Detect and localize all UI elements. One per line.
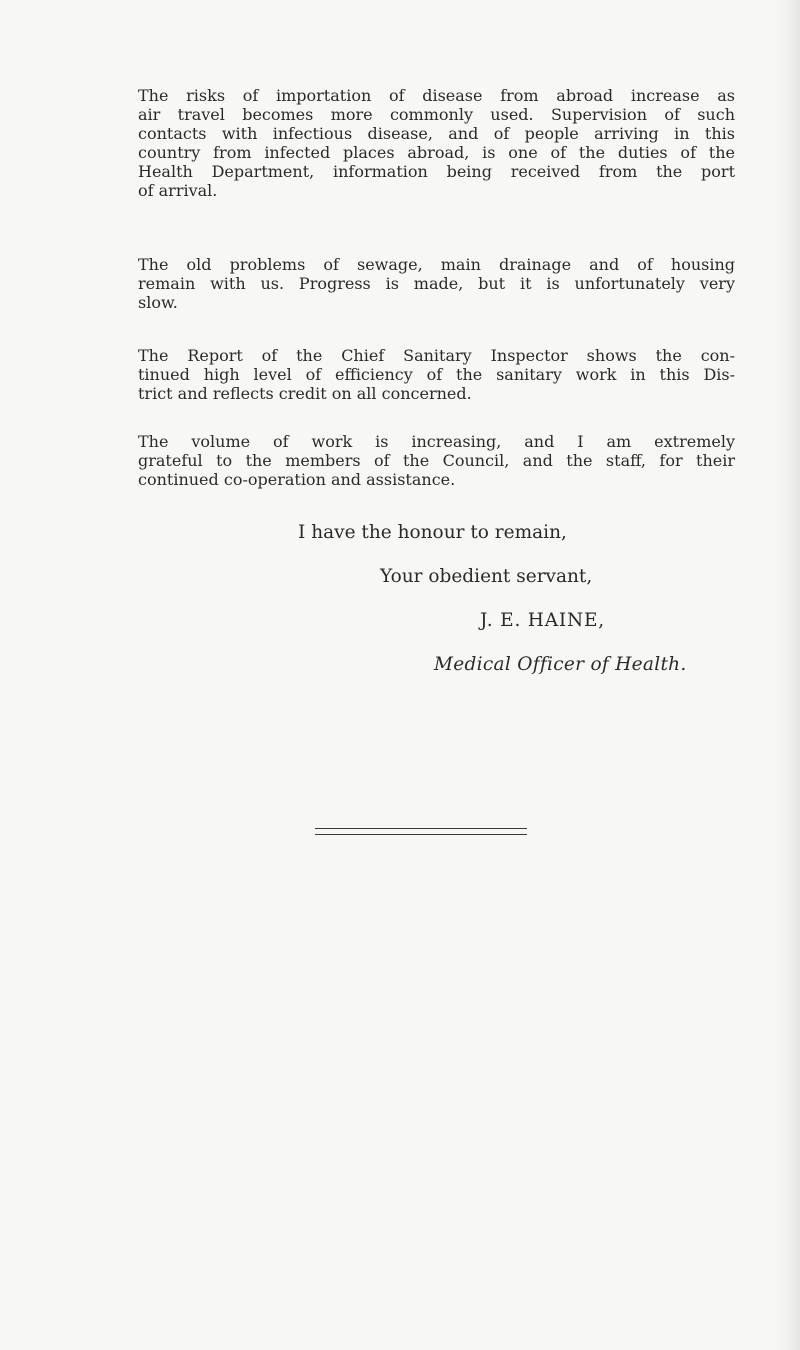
paragraph-line: tinued high level of efficiency of the sanitary work in this Dis- bbox=[138, 365, 735, 384]
paragraph-line: The risks of importation of disease from abroad increase as bbox=[138, 86, 735, 105]
paragraph-line: continued co-operation and assistance. bbox=[138, 470, 456, 489]
paragraph-line: The old problems of sewage, main drainage and of housing bbox=[138, 255, 735, 274]
page-edge-shadow bbox=[772, 0, 800, 1350]
signatory-name: J. E. HAINE, bbox=[480, 610, 605, 631]
paragraph-line: remain with us. Progress is made, but it is unfortunately very bbox=[138, 274, 735, 293]
paragraph-sanitary-inspector-report bbox=[138, 346, 735, 403]
paragraph-line: slow. bbox=[138, 293, 178, 312]
paragraph-line: Health Department, information being received from the port bbox=[138, 162, 735, 181]
divider-rule bbox=[315, 834, 527, 835]
paragraph-line: country from infected places abroad, is one of the duties of the bbox=[138, 143, 735, 162]
paragraph-line: The Report of the Chief Sanitary Inspector shows the con- bbox=[138, 346, 735, 365]
closing-valediction: Your obedient servant, bbox=[380, 566, 593, 587]
paragraph-line: contacts with infectious disease, and of people arriving in this bbox=[138, 124, 735, 143]
paragraph-old-problems bbox=[138, 255, 735, 312]
paragraph-line: grateful to the members of the Council, and the staff, for their bbox=[138, 451, 735, 470]
paragraph-line: trict and reflects credit on all concerned. bbox=[138, 384, 472, 403]
signatory-title: Medical Officer of Health. bbox=[434, 654, 687, 675]
paragraph-line: of arrival. bbox=[138, 181, 218, 200]
divider-rule bbox=[315, 828, 527, 829]
paragraph-volume-of-work bbox=[138, 432, 735, 489]
paragraph-importation-of-disease bbox=[138, 86, 735, 200]
paragraph-line: The volume of work is increasing, and I am extremely bbox=[138, 432, 735, 451]
paragraph-line: air travel becomes more commonly used. Supervision of such bbox=[138, 105, 735, 124]
closing-salutation: I have the honour to remain, bbox=[298, 522, 567, 543]
